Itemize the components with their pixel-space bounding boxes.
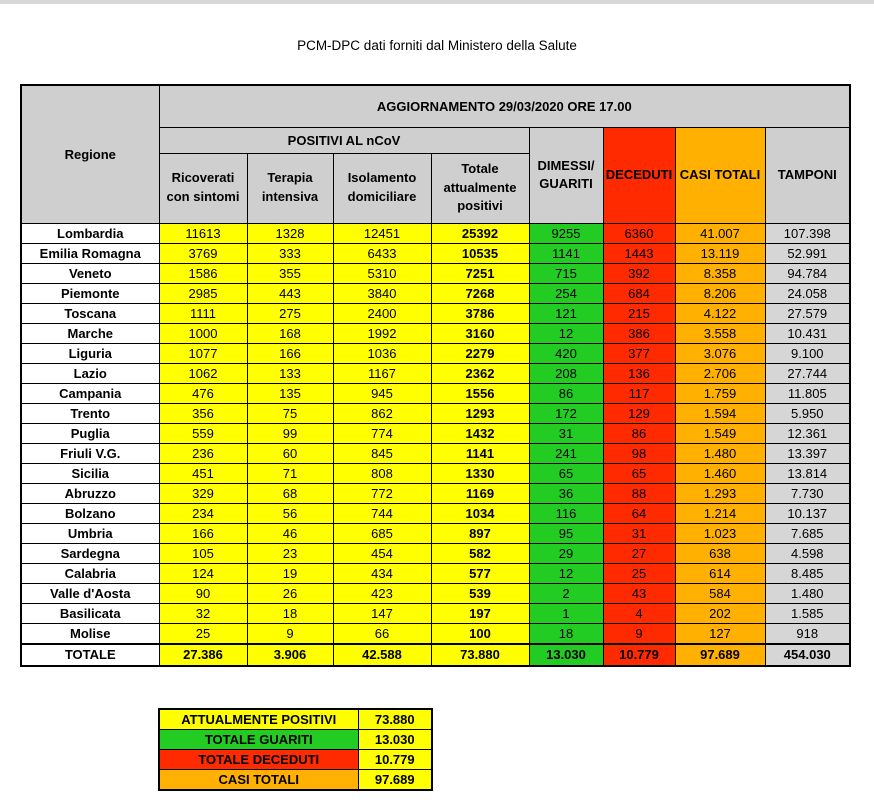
cell-isolamento: 774: [333, 423, 431, 443]
cell-deceduti: 64: [603, 503, 675, 523]
cell-tamponi: 9.100: [765, 343, 850, 363]
cell-casi: 3.558: [675, 323, 765, 343]
table-row: [21, 283, 850, 303]
cell-dimessi: 121: [529, 303, 603, 323]
cell-isolamento: 685: [333, 523, 431, 543]
cell-dimessi: 172: [529, 403, 603, 423]
summary-row: [159, 709, 432, 730]
cell-casi: 1.549: [675, 423, 765, 443]
cell-casi: 1.023: [675, 523, 765, 543]
summary-row: [159, 730, 432, 750]
table-row: [21, 543, 850, 563]
cell-totale: 1169: [431, 483, 529, 503]
cell-terapia: 99: [247, 423, 333, 443]
cell-deceduti: 129: [603, 403, 675, 423]
cell-tamponi: 7.730: [765, 483, 850, 503]
cell-totale: 1330: [431, 463, 529, 483]
cell-casi: 614: [675, 563, 765, 583]
cell-isolamento: 808: [333, 463, 431, 483]
cell-casi: 1.293: [675, 483, 765, 503]
cell-deceduti: 27: [603, 543, 675, 563]
cell-ricoverati: 3769: [159, 243, 247, 263]
summary-label: CASI TOTALI: [159, 770, 358, 791]
total-casi: 97.689: [675, 644, 765, 666]
cell-terapia: 19: [247, 563, 333, 583]
header-terapia: Terapia intensiva: [247, 153, 333, 223]
table-row: [21, 463, 850, 483]
cell-dimessi: 31: [529, 423, 603, 443]
table-row: [21, 583, 850, 603]
cell-deceduti: 43: [603, 583, 675, 603]
cell-dimessi: 65: [529, 463, 603, 483]
cell-regione: Sardegna: [21, 543, 159, 563]
cell-deceduti: 215: [603, 303, 675, 323]
cell-terapia: 60: [247, 443, 333, 463]
cell-tamponi: 10.431: [765, 323, 850, 343]
summary-value: 97.689: [358, 770, 432, 791]
cell-ricoverati: 105: [159, 543, 247, 563]
cell-regione: Puglia: [21, 423, 159, 443]
total-ricoverati: 27.386: [159, 644, 247, 666]
cell-tamponi: 11.805: [765, 383, 850, 403]
cell-deceduti: 392: [603, 263, 675, 283]
cell-deceduti: 6360: [603, 223, 675, 243]
total-regione: TOTALE: [21, 644, 159, 666]
cell-deceduti: 9: [603, 623, 675, 644]
cell-isolamento: 1992: [333, 323, 431, 343]
cell-deceduti: 98: [603, 443, 675, 463]
cell-isolamento: 1036: [333, 343, 431, 363]
cell-isolamento: 772: [333, 483, 431, 503]
header-positivi-group: POSITIVI AL nCoV: [159, 127, 529, 153]
cell-isolamento: 744: [333, 503, 431, 523]
cell-dimessi: 116: [529, 503, 603, 523]
cell-isolamento: 862: [333, 403, 431, 423]
cell-terapia: 166: [247, 343, 333, 363]
cell-ricoverati: 166: [159, 523, 247, 543]
summary-label: TOTALE GUARITI: [159, 730, 358, 750]
total-totale: 73.880: [431, 644, 529, 666]
cell-dimessi: 715: [529, 263, 603, 283]
cell-tamponi: 107.398: [765, 223, 850, 243]
cell-totale: 897: [431, 523, 529, 543]
cell-regione: Friuli V.G.: [21, 443, 159, 463]
cell-terapia: 1328: [247, 223, 333, 243]
cell-casi: 2.706: [675, 363, 765, 383]
cell-dimessi: 2: [529, 583, 603, 603]
table-row: [21, 223, 850, 243]
header-region: Regione: [21, 85, 159, 223]
cell-deceduti: 1443: [603, 243, 675, 263]
cell-terapia: 135: [247, 383, 333, 403]
cell-isolamento: 1167: [333, 363, 431, 383]
cell-deceduti: 25: [603, 563, 675, 583]
cell-dimessi: 86: [529, 383, 603, 403]
cell-ricoverati: 25: [159, 623, 247, 644]
cell-deceduti: 88: [603, 483, 675, 503]
cell-deceduti: 377: [603, 343, 675, 363]
cell-deceduti: 684: [603, 283, 675, 303]
cell-terapia: 56: [247, 503, 333, 523]
header-ricoverati: Ricoverati con sintomi: [159, 153, 247, 223]
cell-isolamento: 434: [333, 563, 431, 583]
cell-isolamento: 66: [333, 623, 431, 644]
cell-regione: Veneto: [21, 263, 159, 283]
header-update-title: AGGIORNAMENTO 29/03/2020 ORE 17.00: [159, 85, 850, 127]
cell-terapia: 133: [247, 363, 333, 383]
cell-ricoverati: 234: [159, 503, 247, 523]
cell-casi: 1.214: [675, 503, 765, 523]
cell-ricoverati: 1000: [159, 323, 247, 343]
cell-ricoverati: 32: [159, 603, 247, 623]
cell-isolamento: 5310: [333, 263, 431, 283]
table-row: [21, 363, 850, 383]
table-row: [21, 563, 850, 583]
cell-deceduti: 4: [603, 603, 675, 623]
cell-isolamento: 3840: [333, 283, 431, 303]
cell-totale: 7251: [431, 263, 529, 283]
cell-isolamento: 147: [333, 603, 431, 623]
cell-casi: 202: [675, 603, 765, 623]
cell-isolamento: 845: [333, 443, 431, 463]
cell-isolamento: 2400: [333, 303, 431, 323]
cell-terapia: 275: [247, 303, 333, 323]
cell-tamponi: 27.579: [765, 303, 850, 323]
table-row: [21, 503, 850, 523]
summary-value: 13.030: [358, 730, 432, 750]
cell-totale: 3160: [431, 323, 529, 343]
header-deceduti: DECEDUTI: [603, 127, 675, 223]
cell-casi: 584: [675, 583, 765, 603]
table-row: [21, 523, 850, 543]
cell-ricoverati: 1586: [159, 263, 247, 283]
cell-regione: Calabria: [21, 563, 159, 583]
cell-terapia: 18: [247, 603, 333, 623]
cell-terapia: 9: [247, 623, 333, 644]
cell-casi: 127: [675, 623, 765, 644]
cell-deceduti: 386: [603, 323, 675, 343]
cell-regione: Trento: [21, 403, 159, 423]
cell-casi: 41.007: [675, 223, 765, 243]
table-row: [21, 423, 850, 443]
cell-totale: 577: [431, 563, 529, 583]
cell-ricoverati: 1077: [159, 343, 247, 363]
cell-ricoverati: 329: [159, 483, 247, 503]
cell-casi: 8.358: [675, 263, 765, 283]
cell-totale: 539: [431, 583, 529, 603]
total-deceduti: 10.779: [603, 644, 675, 666]
cell-totale: 582: [431, 543, 529, 563]
cell-terapia: 355: [247, 263, 333, 283]
cell-ricoverati: 476: [159, 383, 247, 403]
cell-tamponi: 52.991: [765, 243, 850, 263]
table-row: [21, 263, 850, 283]
cell-terapia: 46: [247, 523, 333, 543]
cell-totale: 3786: [431, 303, 529, 323]
cell-tamponi: 24.058: [765, 283, 850, 303]
cell-casi: 4.122: [675, 303, 765, 323]
cell-regione: Toscana: [21, 303, 159, 323]
header-tamponi: TAMPONI: [765, 127, 850, 223]
cell-regione: Sicilia: [21, 463, 159, 483]
cell-tamponi: 5.950: [765, 403, 850, 423]
cell-regione: Lazio: [21, 363, 159, 383]
cell-tamponi: 7.685: [765, 523, 850, 543]
cell-ricoverati: 11613: [159, 223, 247, 243]
table-row: [21, 383, 850, 403]
cell-regione: Bolzano: [21, 503, 159, 523]
summary-value: 73.880: [358, 709, 432, 730]
cell-tamponi: 94.784: [765, 263, 850, 283]
cell-terapia: 68: [247, 483, 333, 503]
table-row: [21, 403, 850, 423]
table-row: [21, 303, 850, 323]
cell-deceduti: 31: [603, 523, 675, 543]
cell-terapia: 23: [247, 543, 333, 563]
cell-terapia: 71: [247, 463, 333, 483]
header-isolamento: Isolamento domiciliare: [333, 153, 431, 223]
cell-terapia: 75: [247, 403, 333, 423]
table-row: [21, 343, 850, 363]
cell-terapia: 333: [247, 243, 333, 263]
cell-regione: Liguria: [21, 343, 159, 363]
cell-deceduti: 136: [603, 363, 675, 383]
cell-casi: 1.480: [675, 443, 765, 463]
total-tamponi: 454.030: [765, 644, 850, 666]
cell-regione: Abruzzo: [21, 483, 159, 503]
cell-deceduti: 65: [603, 463, 675, 483]
cell-tamponi: 13.397: [765, 443, 850, 463]
cell-casi: 1.594: [675, 403, 765, 423]
summary-label: TOTALE DECEDUTI: [159, 750, 358, 770]
cell-regione: Basilicata: [21, 603, 159, 623]
cell-totale: 1141: [431, 443, 529, 463]
cell-totale: 10535: [431, 243, 529, 263]
cell-ricoverati: 1062: [159, 363, 247, 383]
cell-casi: 8.206: [675, 283, 765, 303]
cell-dimessi: 1141: [529, 243, 603, 263]
cell-tamponi: 27.744: [765, 363, 850, 383]
cell-regione: Valle d'Aosta: [21, 583, 159, 603]
summary-label: ATTUALMENTE POSITIVI: [159, 709, 358, 730]
cell-totale: 1432: [431, 423, 529, 443]
cell-totale: 1293: [431, 403, 529, 423]
summary-row: [159, 770, 432, 791]
cell-regione: Molise: [21, 623, 159, 644]
cell-casi: 1.759: [675, 383, 765, 403]
cell-ricoverati: 2985: [159, 283, 247, 303]
cell-tamponi: 918: [765, 623, 850, 644]
cell-casi: 1.460: [675, 463, 765, 483]
cell-ricoverati: 356: [159, 403, 247, 423]
header-totale-positivi: Totale attualmente positivi: [431, 153, 529, 223]
cell-terapia: 443: [247, 283, 333, 303]
table-row: [21, 243, 850, 263]
summary-value: 10.779: [358, 750, 432, 770]
cell-totale: 197: [431, 603, 529, 623]
cell-ricoverati: 1111: [159, 303, 247, 323]
cell-dimessi: 1: [529, 603, 603, 623]
cell-casi: 13.119: [675, 243, 765, 263]
cell-tamponi: 8.485: [765, 563, 850, 583]
cell-dimessi: 29: [529, 543, 603, 563]
cell-regione: Umbria: [21, 523, 159, 543]
cell-isolamento: 945: [333, 383, 431, 403]
cell-isolamento: 423: [333, 583, 431, 603]
table-row: [21, 603, 850, 623]
cell-regione: Emilia Romagna: [21, 243, 159, 263]
cell-dimessi: 9255: [529, 223, 603, 243]
cell-dimessi: 420: [529, 343, 603, 363]
table-row: [21, 323, 850, 343]
cell-regione: Marche: [21, 323, 159, 343]
cell-totale: 1556: [431, 383, 529, 403]
total-dimessi: 13.030: [529, 644, 603, 666]
cell-dimessi: 241: [529, 443, 603, 463]
cell-ricoverati: 124: [159, 563, 247, 583]
cell-tamponi: 10.137: [765, 503, 850, 523]
cell-tamponi: 1.480: [765, 583, 850, 603]
cell-ricoverati: 236: [159, 443, 247, 463]
cell-tamponi: 12.361: [765, 423, 850, 443]
cell-isolamento: 454: [333, 543, 431, 563]
cell-dimessi: 254: [529, 283, 603, 303]
cell-casi: 638: [675, 543, 765, 563]
cell-dimessi: 208: [529, 363, 603, 383]
table-row: [21, 443, 850, 463]
cell-dimessi: 95: [529, 523, 603, 543]
cell-dimessi: 12: [529, 323, 603, 343]
totals-row: [21, 644, 850, 666]
cell-tamponi: 1.585: [765, 603, 850, 623]
cell-deceduti: 86: [603, 423, 675, 443]
cell-regione: Piemonte: [21, 283, 159, 303]
cell-totale: 100: [431, 623, 529, 644]
cell-totale: 2279: [431, 343, 529, 363]
summary-row: [159, 750, 432, 770]
cell-dimessi: 12: [529, 563, 603, 583]
header-dimessi: DIMESSI/ GUARITI: [529, 127, 603, 223]
cell-totale: 1034: [431, 503, 529, 523]
cell-totale: 2362: [431, 363, 529, 383]
cell-tamponi: 4.598: [765, 543, 850, 563]
total-isolamento: 42.588: [333, 644, 431, 666]
table-row: [21, 483, 850, 503]
cell-ricoverati: 90: [159, 583, 247, 603]
cell-terapia: 26: [247, 583, 333, 603]
total-terapia: 3.906: [247, 644, 333, 666]
cell-isolamento: 6433: [333, 243, 431, 263]
source-caption: PCM-DPC dati forniti dal Ministero della Salute: [297, 38, 577, 53]
summary-table: [158, 708, 433, 791]
cell-totale: 25392: [431, 223, 529, 243]
cell-regione: Campania: [21, 383, 159, 403]
cell-dimessi: 18: [529, 623, 603, 644]
cell-ricoverati: 451: [159, 463, 247, 483]
header-casi-totali: CASI TOTALI: [675, 127, 765, 223]
table-row: [21, 623, 850, 644]
cell-ricoverati: 559: [159, 423, 247, 443]
cell-totale: 7268: [431, 283, 529, 303]
top-border: [0, 0, 874, 4]
cell-isolamento: 12451: [333, 223, 431, 243]
regional-data-table: [20, 84, 851, 667]
cell-dimessi: 36: [529, 483, 603, 503]
cell-deceduti: 117: [603, 383, 675, 403]
cell-tamponi: 13.814: [765, 463, 850, 483]
cell-casi: 3.076: [675, 343, 765, 363]
cell-regione: Lombardia: [21, 223, 159, 243]
cell-terapia: 168: [247, 323, 333, 343]
